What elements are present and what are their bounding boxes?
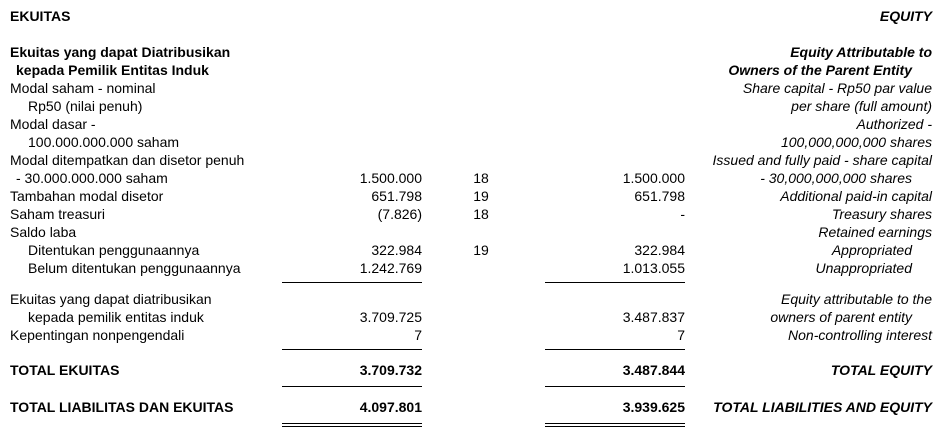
total-equity-rule-current	[282, 349, 422, 350]
row-label: Saldo laba	[10, 224, 77, 240]
table-row	[0, 61, 947, 79]
value-current: 651.798	[371, 188, 422, 204]
value-prior: 651.798	[634, 188, 685, 204]
row-label: 100.000.000.000 saham	[28, 134, 180, 150]
table-row	[0, 308, 947, 326]
row-label-en: TOTAL LIABILITIES AND EQUITY	[713, 399, 932, 415]
table-row	[0, 290, 947, 308]
row-label-en: Owners of the Parent Entity	[728, 62, 912, 78]
row-label: Ekuitas yang dapat Diatribusikan	[10, 44, 231, 60]
note-ref: 19	[473, 188, 489, 204]
row-label-en: per share (full amount)	[791, 98, 932, 114]
value-prior: 1.013.055	[622, 260, 685, 276]
grand-total-rule-current	[282, 386, 422, 387]
table-row	[0, 115, 947, 133]
row-label-en: Equity attributable to the	[781, 291, 932, 307]
row-label-en: owners of parent entity	[770, 309, 912, 325]
value-prior: -	[680, 206, 685, 222]
value-prior: 322.984	[634, 242, 685, 258]
header-left: EKUITAS	[10, 8, 71, 24]
value-current: 322.984	[371, 242, 422, 258]
row-label-en: Treasury shares	[831, 206, 932, 222]
double-rule-prior-top	[545, 423, 685, 424]
value-current: 3.709.725	[359, 309, 422, 325]
double-rule-current-bottom	[282, 426, 422, 427]
table-row	[0, 187, 947, 205]
table-row	[0, 79, 947, 97]
row-label: Modal saham - nominal	[10, 80, 156, 96]
row-label: TOTAL EKUITAS	[10, 362, 120, 378]
value-prior: 3.939.625	[622, 399, 685, 415]
note-ref: 18	[473, 206, 489, 222]
row-label-en: Appropriated	[831, 242, 912, 258]
row-label: Ekuitas yang dapat diatribusikan	[10, 291, 212, 307]
row-label: Saham treasuri	[10, 206, 105, 222]
double-rule-current-top	[282, 423, 422, 424]
row-label: kepada Pemilik Entitas Induk	[16, 62, 209, 78]
table-row	[0, 151, 947, 169]
table-row	[0, 326, 947, 344]
total-equity-row	[0, 361, 947, 379]
value-prior: 1.500.000	[622, 170, 685, 186]
value-prior: 3.487.837	[622, 309, 685, 325]
value-current: 1.242.769	[359, 260, 422, 276]
row-label-en: Unappropriated	[815, 260, 912, 276]
subtotal-rule-current	[282, 282, 422, 283]
value-current: (7.826)	[377, 206, 422, 222]
table-row	[0, 223, 947, 241]
table-row	[0, 259, 947, 277]
table-row	[0, 205, 947, 223]
row-label: Rp50 (nilai penuh)	[28, 98, 143, 114]
subtotal-rule-prior	[545, 282, 685, 283]
value-current: 3.709.732	[359, 362, 422, 378]
row-label-en: Non-controlling interest	[788, 327, 932, 343]
value-current: 1.500.000	[359, 170, 422, 186]
note-ref: 18	[473, 170, 489, 186]
table-row	[0, 43, 947, 61]
header-right: EQUITY	[879, 8, 932, 24]
row-label-en: 100,000,000,000 shares	[780, 134, 932, 150]
row-label-en: Additional paid-in capital	[780, 188, 932, 204]
value-prior: 7	[677, 327, 685, 343]
note-ref: 19	[473, 242, 489, 258]
table-row	[0, 241, 947, 259]
row-label-en: Authorized -	[856, 116, 932, 132]
row-label: Modal dasar -	[10, 116, 96, 132]
row-label: Ditentukan penggunaannya	[28, 242, 200, 258]
row-label: - 30.000.000.000 saham	[16, 170, 168, 186]
row-label: Belum ditentukan penggunaannya	[28, 260, 241, 276]
table-row	[0, 97, 947, 115]
row-label: Tambahan modal disetor	[10, 188, 164, 204]
table-row	[0, 133, 947, 151]
value-current: 4.097.801	[359, 399, 422, 415]
row-label: TOTAL LIABILITAS DAN EKUITAS	[10, 399, 234, 415]
row-label: Modal ditempatkan dan disetor penuh	[10, 152, 245, 168]
row-label-en: Retained earnings	[818, 224, 932, 240]
row-label-en: - 30,000,000,000 shares	[760, 170, 912, 186]
row-label: kepada pemilik entitas induk	[28, 309, 204, 325]
grand-total-row	[0, 398, 947, 416]
grand-total-rule-prior	[545, 386, 685, 387]
row-label-en: TOTAL EQUITY	[830, 362, 932, 378]
row-label-en: Issued and fully paid - share capital	[712, 152, 932, 168]
total-equity-rule-prior	[545, 349, 685, 350]
table-row	[0, 169, 947, 187]
section-header	[0, 7, 947, 25]
row-label-en: Equity Attributable to	[790, 44, 932, 60]
value-current: 7	[414, 327, 422, 343]
value-prior: 3.487.844	[622, 362, 685, 378]
row-label: Kepentingan nonpengendali	[10, 327, 185, 343]
double-rule-prior-bottom	[545, 426, 685, 427]
row-label-en: Share capital - Rp50 par value	[742, 80, 932, 96]
